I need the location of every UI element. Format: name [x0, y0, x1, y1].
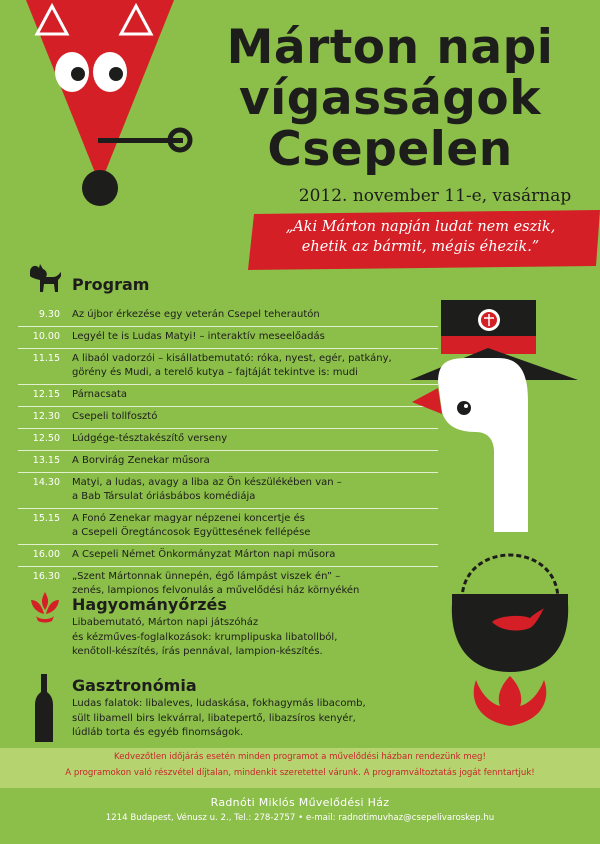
time-label: 11.15 — [32, 353, 60, 364]
event-line: görény és Mudi, a terelő kutya – fajtáját tekintve is: mudi — [72, 367, 358, 378]
time-label: 12.50 — [32, 433, 60, 444]
event-line: a Bab Társulat óriásbábos komédiája — [72, 491, 256, 502]
event-line: A libaól vadorzói – kisállatbemutató: róka, nyest, egér, patkány, — [72, 353, 392, 364]
list-item — [18, 450, 438, 472]
gastro-heading: Gasztronómia — [72, 676, 197, 695]
event-label — [72, 548, 335, 562]
event-line: „Szent Mártonnak ünnepén, égő lámpást viszek én” – — [72, 571, 341, 582]
time-label: 12.15 — [32, 389, 60, 400]
event-label — [72, 432, 227, 446]
gastro-line: Ludas falatok: libaleves, ludaskása, fokhagymás libacomb, — [72, 698, 366, 709]
cauldron-icon — [440, 520, 580, 750]
tradition-text — [72, 616, 337, 660]
event-line: Lúdgége-tésztakészítő verseny — [72, 433, 228, 444]
organizer-address: 1214 Budapest, Vénusz u. 2., Tel.: 278-2757 • e-mail: radnotimuvhaz@csepelivaroskep.hu — [105, 813, 495, 823]
list-item — [18, 544, 438, 566]
event-line: Legyél te is Ludas Matyi! – interaktív meseelőadás — [72, 331, 325, 342]
time-label: 14.30 — [32, 477, 60, 488]
time-label: 16.00 — [32, 549, 60, 560]
list-item — [18, 326, 438, 348]
time-label: 12.30 — [32, 411, 60, 422]
event-line: A Borvirág Zenekar műsora — [72, 455, 210, 466]
event-label — [72, 388, 127, 402]
gastro-line: sült libamell birs lekvárral, libatepertő, libazsíros kenyér, — [72, 712, 356, 724]
event-date: 2012. november 11-e, vasárnap — [298, 186, 572, 206]
list-item — [18, 428, 438, 450]
page-title — [190, 22, 590, 175]
title-line-1: Márton napi — [226, 20, 554, 75]
time-label: 10.00 — [32, 331, 60, 342]
event-line: Csepeli tollfosztó — [72, 411, 158, 422]
tulip-ornament-icon — [28, 590, 62, 624]
event-line: Matyi, a ludas, avagy a liba az Ön készülékében van – — [72, 477, 342, 488]
notice-line-2: A programokon való részvétel díjtalan, mindenkit szeretettel várunk. A programváltoztatás jogát fenntartjuk! — [65, 768, 535, 778]
list-item — [18, 348, 438, 384]
event-line: A Csepeli Német Önkormányzat Márton napi műsora — [72, 549, 336, 560]
event-line: Az újbor érkezése egy veterán Csepel teherautón — [72, 309, 320, 320]
tradition-line: Libabemutató, Márton napi játszóház — [72, 617, 259, 628]
event-label — [72, 330, 325, 344]
event-label — [72, 454, 210, 468]
list-item — [18, 508, 438, 544]
time-label: 13.15 — [32, 455, 60, 466]
gastro-text — [72, 697, 366, 741]
event-label — [72, 476, 342, 504]
title-line-3: Csepelen — [267, 122, 513, 177]
event-line: zenés, lampionos felvonulás a művelődési ház környékén — [72, 585, 360, 596]
event-line: Párnacsata — [72, 389, 127, 400]
event-label — [72, 352, 392, 380]
time-label: 9.30 — [38, 309, 60, 320]
event-label — [72, 570, 359, 598]
time-label: 15.15 — [32, 513, 60, 524]
dog-icon — [26, 262, 62, 296]
title-line-2: vígasságok — [239, 71, 541, 126]
event-label — [72, 512, 310, 540]
event-label — [72, 308, 320, 322]
quote-line-2: ehetik az bármit, mégis éhezik.” — [301, 239, 540, 255]
notice-line-1: Kedvezőtlen időjárás esetén minden programot a művelődési házban rendezünk meg! — [114, 752, 486, 762]
tradition-line: kenőtoll-készítés, írás pennával, lampion-készítés. — [72, 646, 323, 657]
wine-bottle-icon — [34, 674, 54, 742]
event-line: A Fonó Zenekar magyar népzenei koncertje és — [72, 513, 305, 524]
gastro-line: lúdláb torta és egyéb finomságok. — [72, 727, 244, 738]
list-item — [18, 472, 438, 508]
goose-with-hat-icon — [408, 292, 578, 532]
tradition-heading: Hagyományőrzés — [72, 595, 227, 614]
quote-line-1: „Aki Márton napján ludat nem eszik, — [285, 219, 556, 235]
organizer-name: Radnóti Miklós Művelődési Ház — [210, 796, 390, 809]
event-label — [72, 410, 157, 424]
program-heading: Program — [72, 275, 150, 294]
event-line: a Csepeli Öregtáncosok Együttesének fellépése — [72, 527, 311, 538]
program-schedule — [18, 305, 438, 602]
tradition-line: és kézműves-foglalkozások: krumplipuska libatollból, — [72, 631, 338, 643]
time-label: 16.30 — [32, 571, 60, 582]
quote — [258, 217, 583, 257]
list-item — [18, 384, 438, 406]
list-item — [18, 305, 438, 326]
fox-face-icon — [20, 0, 200, 230]
list-item — [18, 406, 438, 428]
